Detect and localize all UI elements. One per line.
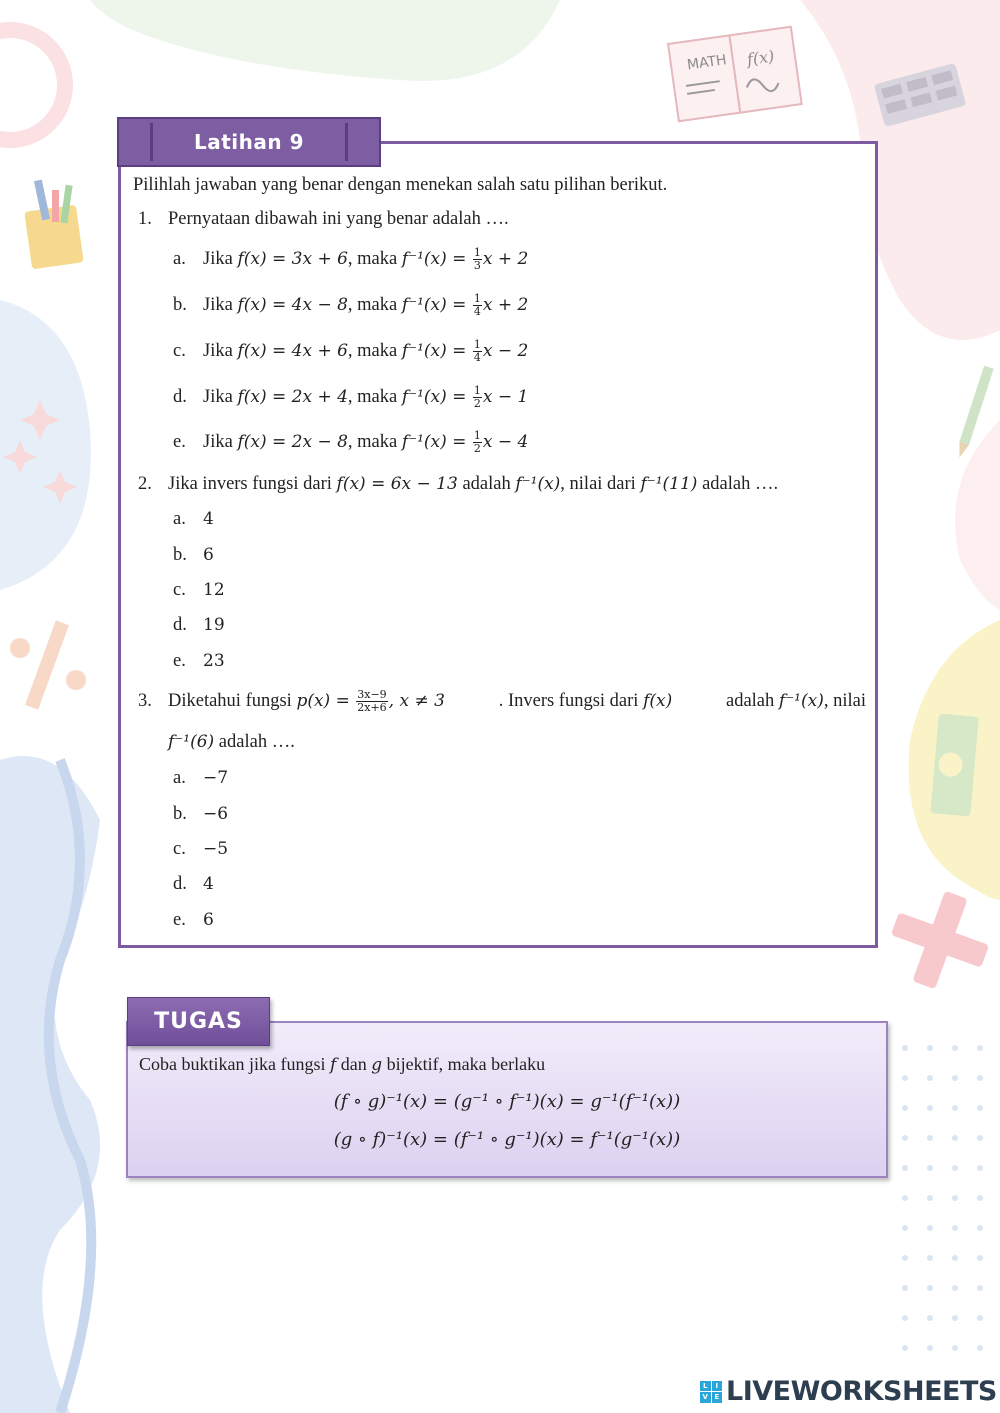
plus-icon bbox=[878, 878, 1000, 1001]
tugas-title: TUGAS bbox=[154, 1009, 243, 1034]
q1-option-c[interactable]: c. Jika f(x) = 4x + 6, maka f⁻¹(x) = $\frac{1}{4}$ x − 2 bbox=[173, 338, 529, 364]
tugas-equation-1: (f ∘ g)⁻¹(x) = (g⁻¹ ∘ f⁻¹)(x) = g⁻¹(f⁻¹(x)) bbox=[333, 1091, 681, 1112]
question-1: 1. Pernyataan dibawah ini yang benar adalah …. bbox=[138, 209, 509, 229]
q2-option-a[interactable]: a. 4 bbox=[173, 509, 214, 529]
tugas-equation-2: (g ∘ f)⁻¹(x) = (f⁻¹ ∘ g⁻¹)(x) = f⁻¹(g⁻¹(x)) bbox=[333, 1129, 681, 1150]
q3-option-e[interactable]: e. 6 bbox=[173, 910, 214, 930]
tugas-text: Coba buktikan jika fungsi f dan g bijektif, maka berlaku bbox=[139, 1054, 546, 1075]
question-3: 3. Diketahui fungsi p(x) = $\frac{3x-9}{2x+6}$ , x ≠ 3 . Invers fungsi dari f(x) adalah f⁻¹(x), nilai bbox=[138, 688, 866, 714]
question-2: 2. Jika invers fungsi dari f(x) = 6x − 13 adalah f⁻¹(x), nilai dari f⁻¹(11) adalah …. bbox=[138, 474, 779, 494]
q2-option-d[interactable]: d. 19 bbox=[173, 615, 225, 635]
q2-option-c[interactable]: c. 12 bbox=[173, 580, 225, 600]
q2-option-b[interactable]: b. 6 bbox=[173, 545, 214, 565]
svg-text:f(x): f(x) bbox=[745, 46, 776, 70]
instruction: Pilihlah jawaban yang benar dengan menekan salah satu pilihan berikut. bbox=[133, 175, 668, 195]
q2-option-e[interactable]: e. 23 bbox=[173, 651, 225, 671]
q3-option-a[interactable]: a. −7 bbox=[173, 768, 229, 788]
q3-option-c[interactable]: c. −5 bbox=[173, 839, 229, 859]
tugas-title-tab bbox=[127, 997, 270, 1046]
dot-grid bbox=[902, 1045, 983, 1351]
q3-option-d[interactable]: d. 4 bbox=[173, 874, 214, 894]
question-3-line-2: f⁻¹(6) adalah …. bbox=[168, 732, 295, 752]
liveworksheets-brand[interactable] bbox=[700, 1376, 997, 1407]
q1-option-e[interactable]: e. Jika f(x) = 2x − 8, maka f⁻¹(x) = $\frac{1}{2}$ x − 4 bbox=[173, 429, 529, 455]
latihan-title-tab bbox=[117, 117, 381, 167]
blob-left-blue bbox=[0, 300, 91, 590]
svg-text:MATH: MATH bbox=[686, 52, 728, 74]
math-book-icon bbox=[668, 27, 802, 121]
q1-option-b[interactable]: b. Jika f(x) = 4x − 8, maka f⁻¹(x) = $\frac{1}{4}$ x + 2 bbox=[173, 292, 529, 318]
pencil-cup-icon bbox=[24, 180, 84, 270]
q3-option-b[interactable]: b. −6 bbox=[173, 804, 229, 824]
q1-option-a[interactable]: a. Jika f(x) = 3x + 6, maka f⁻¹(x) = $\frac{1}{3}$ x + 2 bbox=[173, 246, 529, 272]
ring-top-left bbox=[0, 30, 65, 140]
blob-top-green bbox=[90, 0, 560, 81]
percent-icon bbox=[10, 620, 86, 709]
liveworksheets-logo-icon: L I V E bbox=[700, 1381, 722, 1403]
brand-text: LIVEWORKSHEETS bbox=[726, 1376, 997, 1407]
q1-option-d[interactable]: d. Jika f(x) = 2x + 4, maka f⁻¹(x) = $\frac{1}{2}$ x − 1 bbox=[173, 384, 529, 410]
latihan-title: Latihan 9 bbox=[193, 130, 304, 154]
